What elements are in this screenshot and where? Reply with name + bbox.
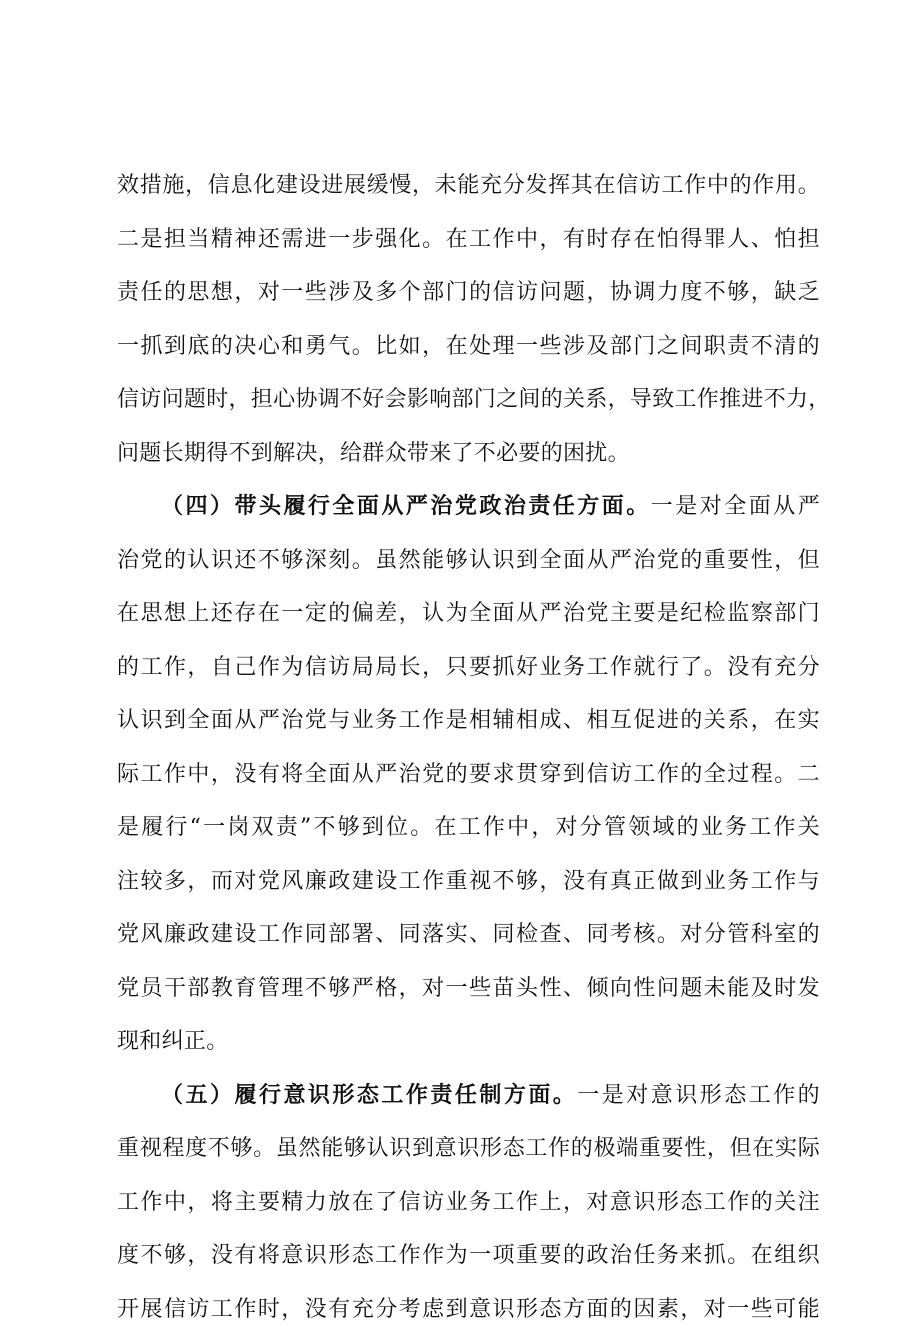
text-line: 在思想上还存在一定的偏差，认为全面从严治党主要是纪检监察部门 (117, 587, 820, 641)
text-line: 二是担当精神还需进一步强化。在工作中，有时存在怕得罪人、怕担 (117, 213, 820, 267)
text-line: 党风廉政建设工作同部署、同落实、同检查、同考核。对分管科室的 (117, 908, 820, 962)
section-heading: （四）带头履行全面从严治党政治责任方面。 (161, 493, 651, 519)
text-line: 问题长期得不到解决，给群众带来了不必要的困扰。 (117, 427, 820, 481)
text-line: 工作中，将主要精力放在了信访业务工作上，对意识形态工作的关注 (117, 1176, 820, 1230)
text-line: 是履行“一岗双责”不够到位。在工作中，对分管领域的业务工作关 (117, 801, 820, 855)
text-line: 注较多，而对党风廉政建设工作重视不够，没有真正做到业务工作与 (117, 855, 820, 909)
text-line: 重视程度不够。虽然能够认识到意识形态工作的极端重要性，但在实际 (117, 1122, 820, 1176)
text-line: 开展信访工作时，没有充分考虑到意识形态方面的因素，对一些可能 (117, 1283, 820, 1336)
section-heading-line (117, 480, 820, 534)
text-line: 责任的思想，对一些涉及多个部门的信访问题，协调力度不够，缺乏 (117, 266, 820, 320)
text-line: 现和纠正。 (117, 1015, 820, 1069)
section-heading-line (117, 1069, 820, 1123)
text-line: 信访问题时，担心协调不好会影响部门之间的关系，导致工作推进不力， (117, 373, 820, 427)
text-line: 际工作中，没有将全面从严治党的要求贯穿到信访工作的全过程。二 (117, 748, 820, 802)
text-line: 治党的认识还不够深刻。虽然能够认识到全面从严治党的重要性，但 (117, 534, 820, 588)
document-body (117, 159, 820, 1336)
text-line: 一抓到底的决心和勇气。比如，在处理一些涉及部门之间职责不清的 (117, 320, 820, 374)
text-line: 党员干部教育管理不够严格，对一些苗头性、倾向性问题未能及时发 (117, 962, 820, 1016)
heading-continuation: 一是对意识形态工作的 (577, 1083, 820, 1108)
text-line: 认识到全面从严治党与业务工作是相辅相成、相互促进的关系，在实 (117, 694, 820, 748)
text-line: 效措施，信息化建设进展缓慢，未能充分发挥其在信访工作中的作用。 (117, 159, 820, 213)
text-line: 的工作，自己作为信访局局长，只要抓好业务工作就行了。没有充分 (117, 641, 820, 695)
text-line: 度不够，没有将意识形态工作作为一项重要的政治任务来抓。在组织 (117, 1229, 820, 1283)
heading-continuation: 一是对全面从严 (651, 494, 820, 519)
section-heading: （五）履行意识形态工作责任制方面。 (161, 1082, 577, 1108)
